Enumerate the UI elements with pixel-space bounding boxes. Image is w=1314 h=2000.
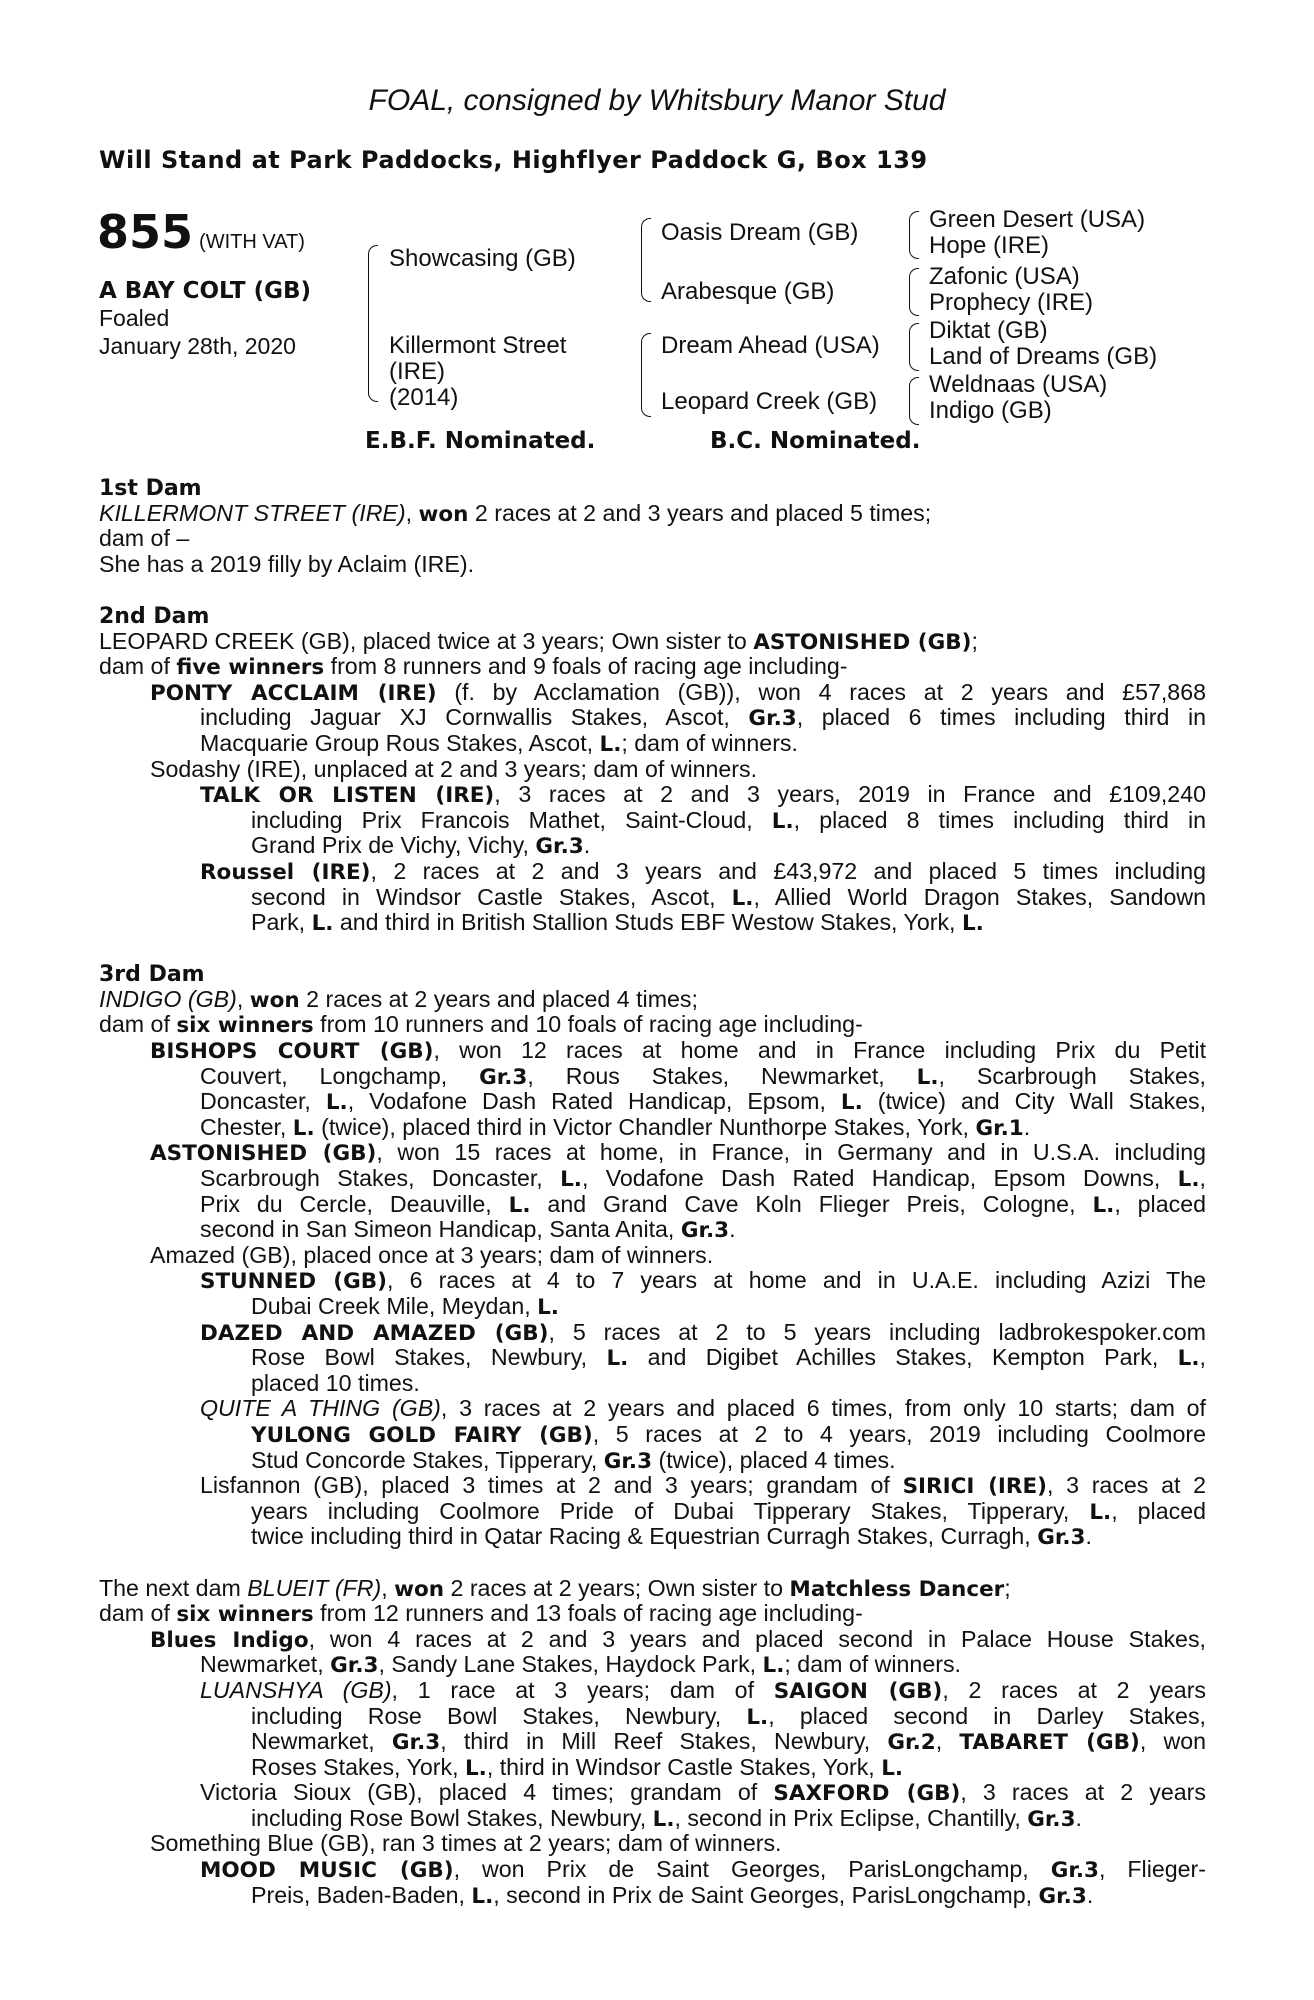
record-text: , second in Prix Eclipse, Chantilly, (674, 1804, 1028, 1831)
record-text: including Rose Bowl Stakes, Newbury, (251, 1804, 653, 1831)
record-text: Chester, (200, 1113, 293, 1140)
record-text: Doncaster, (200, 1089, 326, 1115)
record-text: PONTY ACCLAIM (IRE) (150, 680, 437, 706)
record-text: KILLERMONT STREET (IRE) (99, 499, 406, 526)
record-text: , (1199, 1345, 1206, 1371)
record-text: placed 10 times. (251, 1369, 420, 1396)
record-line (99, 1115, 1206, 1141)
record-text: won (249, 987, 300, 1013)
pedigree-dam-line-3: (2014) (389, 384, 459, 411)
record-text: , 5 races at 2 to 5 years including ladbrokespoker.com (548, 1319, 1206, 1345)
record-line (99, 1448, 1206, 1474)
record-text: ; (1004, 1574, 1011, 1601)
record-text: TALK OR LISTEN (IRE) (200, 783, 495, 808)
record-line (99, 808, 1206, 834)
record-text: Gr.3 (479, 1064, 528, 1090)
record-text: including Prix Francois Mathet, Saint-Cloud, (251, 807, 772, 833)
record-text: years including Coolmore Pride of Dubai Tipperary Stakes, Tipperary, (251, 1498, 1090, 1524)
record-text: ; dam of winners. (621, 729, 798, 756)
record-text: Something Blue (GB), ran 3 times at 2 years; dam of winners. (150, 1830, 782, 1857)
record-line (99, 757, 1206, 783)
record-text: including Rose Bowl Stakes, Newbury, (251, 1703, 747, 1729)
record-line (99, 654, 1206, 680)
record-text: , placed 6 times including third in (796, 705, 1206, 731)
record-line (99, 1268, 1206, 1294)
pedigree-g6: Land of Dreams (GB) (929, 343, 1158, 370)
record-line (99, 501, 1206, 527)
record-text: L. (1177, 1346, 1200, 1371)
pedigree-sire-sire: Oasis Dream (GB) (661, 219, 859, 246)
record-text: L. (840, 1090, 863, 1115)
record-text: 2 races at 2 years; Own sister to (444, 1574, 790, 1601)
record-text: , (935, 1729, 960, 1755)
record-line (99, 603, 1206, 629)
record-text: six winners (176, 1602, 314, 1628)
record-text: , (381, 1574, 395, 1601)
record-text: , 6 races at 4 to 7 years at home and in U.A.E. including Azizi The (387, 1268, 1206, 1294)
record-text: L. (560, 1167, 582, 1192)
pedigree-g5: Diktat (GB) (929, 317, 1048, 344)
pedigree-g7: Weldnaas (USA) (929, 371, 1108, 398)
record-text: YULONG GOLD FAIRY (GB) (251, 1422, 593, 1448)
pedigree-dam-line-1: Killermont Street (389, 332, 567, 359)
ebf-nomination: E.B.F. Nominated. (365, 428, 596, 454)
record-text: SAXFORD (GB) (773, 1781, 961, 1806)
record-text: . (1075, 1804, 1082, 1831)
record-line (99, 1806, 1206, 1832)
record-line (99, 475, 1206, 501)
spacer (99, 577, 1206, 603)
record-text: second in San Simeon Handicap, Santa Anita, (200, 1216, 681, 1243)
record-text: Victoria Sioux (GB), placed 4 times; grandam of (200, 1780, 774, 1806)
section-heading: 3rd Dam (99, 962, 205, 988)
record-text: The next dam (99, 1574, 248, 1601)
record-text: and third in British Stallion Studs EBF Westow Stakes, York, (333, 909, 962, 936)
record-text: , Scarbrough Stakes, (938, 1063, 1206, 1089)
record-text: Roses Stakes, York, (251, 1753, 465, 1780)
produce-record (99, 475, 1206, 1908)
consignment-line: FOAL, consigned by Whitsbury Manor Stud (368, 84, 946, 117)
record-text: , 5 races at 2 to 4 years, 2019 including Coolmore (592, 1421, 1206, 1447)
record-text: , won (1139, 1729, 1206, 1755)
record-text: . (729, 1216, 736, 1243)
record-text: 2 races at 2 years and placed 4 times; (299, 985, 698, 1012)
record-text: , Vodafone Dash Rated Handicap, Epsom Downs, (581, 1166, 1178, 1192)
record-text: BISHOPS COURT (GB) (150, 1039, 434, 1064)
record-line (99, 1652, 1206, 1678)
record-text: Roussel (IRE) (200, 859, 371, 885)
record-text: , placed (1114, 1191, 1206, 1217)
vat-label: (WITH VAT) (199, 231, 305, 253)
record-text: from 8 runners and 9 foals of racing age including- (324, 653, 848, 680)
record-text: L. (606, 1346, 629, 1371)
pedigree-dam-dam: Leopard Creek (GB) (661, 388, 878, 415)
record-text: including Jaguar XJ Cornwallis Stakes, Ascot, (200, 705, 749, 731)
spacer (99, 1550, 1206, 1576)
section-heading: 1st Dam (99, 476, 202, 501)
record-text: dam of – (99, 525, 190, 552)
record-line (99, 1601, 1206, 1627)
record-line (99, 731, 1206, 757)
record-text: L. (961, 911, 984, 937)
record-text: , (236, 985, 250, 1012)
record-text: dam of (99, 1011, 177, 1038)
record-text: and Digibet Achilles Stakes, Kempton Park, (628, 1345, 1178, 1371)
location-line: Will Stand at Park Paddocks, Highflyer Paddock G, Box 139 (99, 146, 928, 174)
pedigree-g4: Prophecy (IRE) (929, 289, 1094, 316)
record-line (99, 961, 1206, 987)
record-text: (f. by Acclamation (GB)), won 4 races at 2 years and £57,868 (436, 679, 1206, 705)
record-text: L. (652, 1806, 675, 1832)
record-text: L. (762, 1653, 785, 1679)
record-text: MOOD MUSIC (GB) (200, 1858, 454, 1883)
record-text: Rose Bowl Stakes, Newbury, (251, 1345, 607, 1371)
record-text: , placed (1111, 1498, 1206, 1524)
record-text: Newmarket, (251, 1729, 392, 1755)
record-line (99, 552, 1206, 578)
record-text: , won 4 races at 2 and 3 years and placed second in Palace House Stakes, (308, 1626, 1206, 1652)
record-text: , Allied World Dragon Stakes, Sandown (753, 884, 1206, 910)
record-line (99, 1422, 1206, 1448)
record-text: Gr.3 (391, 1730, 441, 1755)
record-text: Gr.3 (748, 706, 797, 731)
record-line (99, 1038, 1206, 1064)
record-line (99, 1243, 1206, 1269)
record-text: Sodashy (IRE), unplaced at 2 and 3 years; dam of winners. (150, 755, 758, 782)
record-text: Gr.3 (330, 1653, 379, 1679)
record-text: L. (746, 1704, 769, 1730)
record-text: , won 15 races at home, in France, in Germany and in U.S.A. including (376, 1140, 1206, 1166)
record-text: L. (1089, 1499, 1112, 1525)
record-text: , (1199, 1166, 1206, 1192)
record-text: (twice), placed 4 times. (652, 1446, 896, 1473)
pedigree-g1: Green Desert (USA) (929, 206, 1146, 233)
record-text: , placed 8 times including third in (793, 807, 1206, 833)
record-line (99, 910, 1206, 936)
record-line (99, 1704, 1206, 1730)
pedigree-brace (909, 377, 919, 425)
record-text: , 2 races at 2 and 3 years and £43,972 and placed 5 times including (370, 858, 1206, 884)
record-line (99, 1499, 1206, 1525)
record-text: QUITE A THING (GB) (200, 1396, 441, 1422)
record-text: Gr.3 (1050, 1858, 1099, 1883)
record-text: five winners (176, 655, 325, 681)
record-line (99, 1345, 1206, 1371)
record-text: Gr.1 (975, 1115, 1024, 1141)
record-line (99, 1166, 1206, 1192)
spacer (99, 936, 1206, 962)
pedigree-sire-dam: Arabesque (GB) (661, 278, 835, 305)
record-text: L. (881, 1755, 904, 1781)
record-line (99, 1780, 1206, 1806)
record-line (99, 629, 1206, 655)
record-line (99, 782, 1206, 808)
record-text: , 2 races at 2 years (942, 1677, 1206, 1703)
pedigree-brace (368, 245, 378, 402)
record-text: ASTONISHED (GB) (150, 1141, 377, 1167)
record-text: (twice) and City Wall Stakes, (862, 1089, 1206, 1115)
record-text: 2 races at 2 and 3 years and placed 5 times; (468, 499, 932, 526)
record-line (99, 859, 1206, 885)
record-line (99, 1012, 1206, 1038)
section-heading: 2nd Dam (99, 603, 210, 629)
record-text: , third in Mill Reef Stakes, Newbury, (440, 1729, 888, 1755)
pedigree-brace (909, 268, 919, 316)
record-text: L. (464, 1755, 487, 1781)
record-line (99, 1294, 1206, 1320)
record-text: L. (508, 1192, 531, 1218)
horse-description: A BAY COLT (GB) (99, 278, 312, 304)
record-line (99, 705, 1206, 731)
record-text: ASTONISHED (GB) (753, 629, 972, 655)
record-text: twice including third in Qatar Racing & Equestrian Curragh Stakes, Curragh, (251, 1523, 1038, 1550)
pedigree-g8: Indigo (GB) (929, 397, 1052, 424)
pedigree-g2: Hope (IRE) (929, 232, 1050, 259)
record-text: from 10 runners and 10 foals of racing age including- (313, 1011, 863, 1038)
record-line (99, 1064, 1206, 1090)
record-line (99, 885, 1206, 911)
record-text: DAZED AND AMAZED (GB) (200, 1320, 549, 1346)
record-text: ; (971, 627, 978, 654)
bc-nomination: B.C. Nominated. (710, 428, 921, 454)
record-line (99, 1729, 1206, 1755)
record-text: LEOPARD CREEK (GB), placed twice at 3 years; Own sister to (99, 627, 754, 654)
record-text: . (1085, 1523, 1092, 1550)
record-line (99, 1217, 1206, 1243)
record-text: L. (311, 911, 334, 937)
record-text: . (1086, 1881, 1094, 1908)
record-text: INDIGO (GB) (99, 985, 237, 1012)
record-text: Stud Concorde Stakes, Tipperary, (251, 1446, 604, 1473)
record-line (99, 833, 1206, 859)
record-text: , 1 race at 3 years; dam of (391, 1677, 774, 1703)
record-text: , won Prix de Saint Georges, ParisLongchamp, (453, 1857, 1051, 1883)
record-text: , placed second in Darley Stakes, (768, 1703, 1206, 1729)
record-line (99, 1883, 1206, 1909)
pedigree-brace (641, 218, 651, 302)
record-text: Gr.3 (535, 834, 584, 860)
record-text: L. (471, 1883, 494, 1909)
record-text: Gr.3 (1027, 1806, 1076, 1832)
record-text: and Grand Cave Koln Flieger Preis, Cologne, (530, 1191, 1093, 1217)
record-text: L. (731, 885, 754, 911)
record-text: from 12 runners and 13 foals of racing age including- (313, 1600, 863, 1627)
record-text: Park, (251, 909, 312, 936)
record-text: Newmarket, (200, 1651, 331, 1678)
record-text: , 3 races at 2 and 3 years, 2019 in France and £109,240 (494, 782, 1206, 808)
record-text: SAIGON (GB) (773, 1678, 943, 1704)
record-text: , 3 races at 2 years (960, 1780, 1206, 1806)
pedigree-sire: Showcasing (GB) (389, 245, 576, 272)
lot-number-block (97, 205, 305, 259)
record-text: Scarbrough Stakes, Doncaster, (200, 1166, 561, 1192)
record-line (99, 1089, 1206, 1115)
record-text: , (405, 499, 419, 526)
record-text: She has a 2019 filly by Aclaim (IRE). (99, 550, 475, 577)
record-line (99, 1678, 1206, 1704)
record-text: L. (916, 1064, 939, 1090)
record-line (99, 1576, 1206, 1602)
record-text: Macquarie Group Rous Stakes, Ascot, (200, 729, 600, 756)
record-text: six winners (176, 1013, 314, 1039)
record-line (99, 680, 1206, 706)
record-text: Grand Prix de Vichy, Vichy, (251, 832, 536, 859)
pedigree-brace (909, 323, 919, 371)
record-text: Amazed (GB), placed once at 3 years; dam of winners. (150, 1241, 714, 1268)
record-text: dam of (99, 1600, 177, 1627)
record-text: , Vodafone Dash Rated Handicap, Epsom, (347, 1089, 841, 1115)
record-text: , 3 races at 2 years and placed 6 times, from only 10 starts; dam of (440, 1396, 1206, 1422)
foaled-date: January 28th, 2020 (99, 333, 296, 359)
record-text: , third in Windsor Castle Stakes, York, (486, 1753, 882, 1780)
record-text: , Sandy Lane Stakes, Haydock Park, (378, 1651, 763, 1678)
record-text: SIRICI (IRE) (902, 1474, 1047, 1499)
pedigree-dam-sire: Dream Ahead (USA) (661, 332, 880, 359)
record-text: . (583, 832, 591, 859)
record-text: Prix du Cercle, Deauville, (200, 1191, 509, 1217)
pedigree-dam-line-2: (IRE) (389, 358, 445, 385)
record-text: Gr.3 (1037, 1525, 1086, 1551)
foaled-label: Foaled (99, 305, 170, 331)
record-text: Blues Indigo (150, 1627, 309, 1653)
record-line (99, 1371, 1206, 1397)
record-text: Lisfannon (GB), placed 3 times at 2 and 3 years; grandam of (200, 1473, 903, 1499)
record-line (99, 526, 1206, 552)
record-line (99, 1857, 1206, 1883)
record-text: LUANSHYA (GB) (200, 1677, 392, 1703)
record-text: TABARET (GB) (959, 1730, 1140, 1755)
lot-number: 855 (97, 205, 194, 259)
record-text: , second in Prix de Saint Georges, ParisLongchamp, (493, 1881, 1039, 1908)
record-text: (twice), placed third in Victor Chandler Nunthorpe Stakes, York, (314, 1113, 976, 1140)
record-text: ; dam of winners. (784, 1651, 961, 1678)
pedigree-brace (641, 333, 651, 417)
record-line (99, 1831, 1206, 1857)
record-text: . (1023, 1113, 1031, 1140)
record-text: Gr.3 (1038, 1883, 1087, 1909)
record-text: L. (537, 1295, 559, 1320)
record-text: Gr.3 (603, 1448, 653, 1474)
record-line (99, 987, 1206, 1013)
pedigree-brace (909, 211, 919, 259)
record-line (99, 1524, 1206, 1550)
record-text: dam of (99, 653, 177, 680)
record-text: L. (1092, 1192, 1115, 1218)
record-text: , won 12 races at home and in France including Prix du Petit (433, 1038, 1206, 1064)
record-text: Couvert, Longchamp, (200, 1063, 480, 1089)
record-text: L. (599, 731, 622, 757)
record-text: BLUEIT (FR) (247, 1574, 382, 1601)
record-line (99, 1755, 1206, 1781)
record-text: Preis, Baden-Baden, (251, 1881, 472, 1908)
pedigree-g3: Zafonic (USA) (929, 263, 1080, 290)
record-text: won (418, 501, 469, 527)
record-text: L. (292, 1115, 315, 1141)
record-line (99, 1140, 1206, 1166)
record-line (99, 1627, 1206, 1653)
record-line (99, 1396, 1206, 1422)
record-text: second in Windsor Castle Stakes, Ascot, (251, 884, 732, 910)
record-text: L. (1177, 1167, 1200, 1192)
record-text: L. (325, 1090, 348, 1115)
record-text: STUNNED (GB) (200, 1269, 387, 1294)
record-text: , 3 races at 2 (1047, 1473, 1206, 1499)
record-text: Dubai Creek Mile, Meydan, (251, 1293, 538, 1319)
record-text: Gr.3 (680, 1218, 730, 1244)
record-line (99, 1192, 1206, 1218)
record-line (99, 1320, 1206, 1346)
record-text: won (394, 1576, 445, 1602)
record-text: Gr.2 (887, 1730, 936, 1755)
record-text: Matchless Dancer (789, 1576, 1005, 1602)
record-text: , Flieger- (1099, 1857, 1206, 1883)
record-line (99, 1473, 1206, 1499)
record-text: L. (771, 808, 794, 834)
record-text: , Rous Stakes, Newmarket, (527, 1063, 917, 1089)
